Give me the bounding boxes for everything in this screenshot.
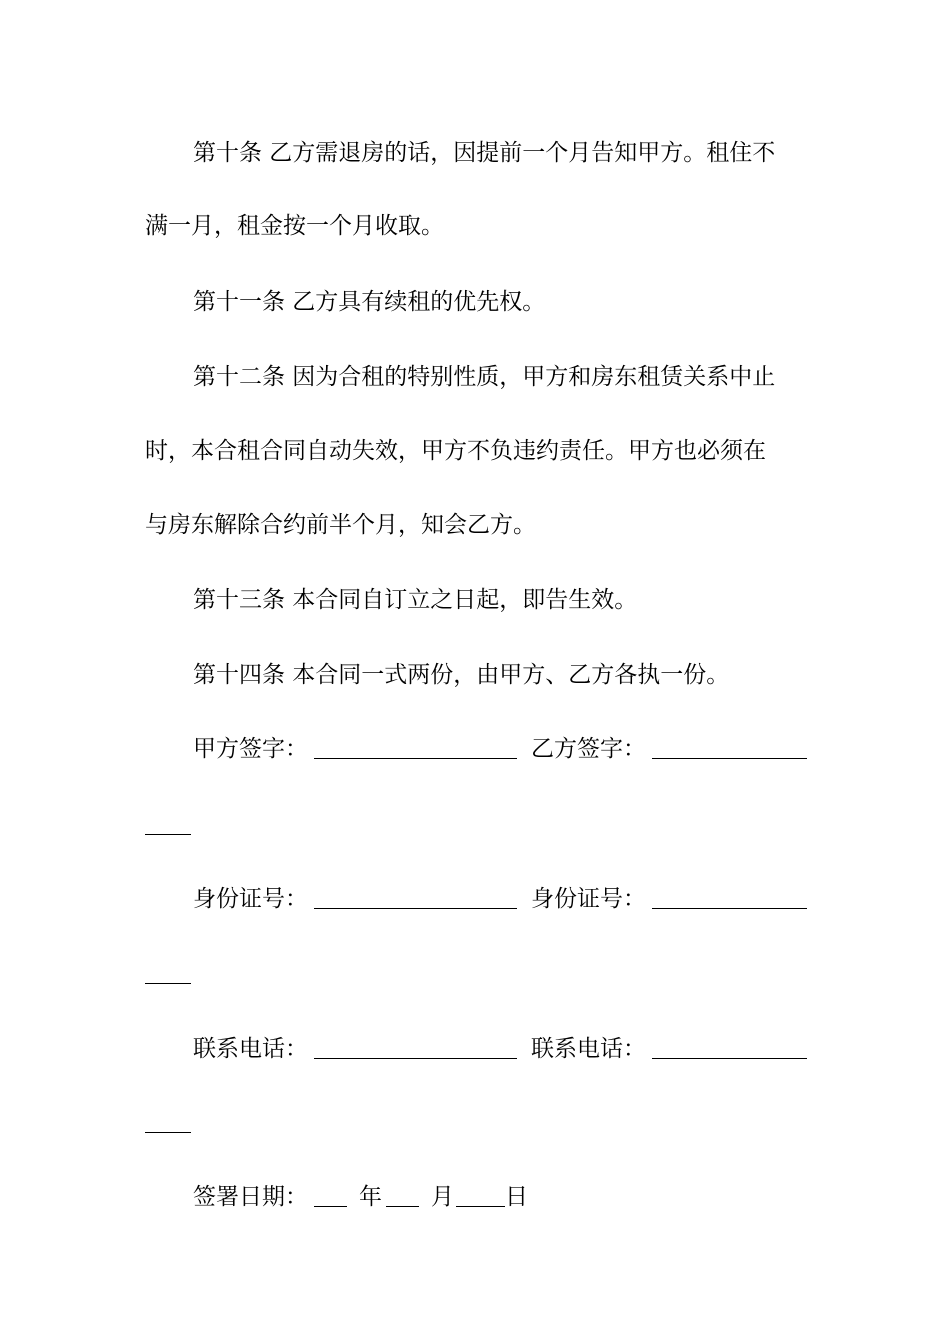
party-b-id-field-continued (145, 983, 191, 984)
party-a-sign-field[interactable] (314, 734, 517, 759)
signature-row (193, 734, 810, 764)
party-b-phone-field-continued (145, 1132, 191, 1133)
party-b-id-label: 身份证号： (531, 886, 646, 912)
party-a-phone-field[interactable] (314, 1034, 517, 1059)
month-field[interactable] (386, 1182, 419, 1207)
party-a-sign-label: 甲方签字： (193, 736, 308, 762)
party-b-sign-field[interactable] (652, 734, 807, 759)
party-b-phone-field[interactable] (652, 1034, 807, 1059)
article-10-line-2: 满一月，租金按一个月收取。 (145, 213, 444, 239)
phone-row (193, 1034, 810, 1064)
date-label: 签署日期： (193, 1184, 308, 1210)
id-number-row (193, 884, 810, 914)
party-b-sign-field-continued (145, 834, 191, 835)
party-a-id-field[interactable] (314, 884, 517, 909)
article-11-line-1: 第十一条 乙方具有续租的优先权。 (193, 289, 546, 315)
month-label: 月 (431, 1184, 454, 1210)
party-b-phone-label: 联系电话： (531, 1036, 646, 1062)
party-b-sign-label: 乙方签字： (531, 736, 646, 762)
article-12-line-2: 时，本合租合同自动失效，甲方不负违约责任。甲方也必须在 (145, 438, 766, 464)
date-row (193, 1182, 810, 1212)
year-label: 年 (359, 1184, 382, 1210)
day-field[interactable] (456, 1182, 505, 1207)
article-12-line-1: 第十二条 因为合租的特别性质，甲方和房东租赁关系中止 (193, 364, 776, 390)
year-field[interactable] (314, 1182, 347, 1207)
party-a-id-label: 身份证号： (193, 886, 308, 912)
day-label: 日 (505, 1184, 528, 1210)
party-a-phone-label: 联系电话： (193, 1036, 308, 1062)
article-10-line-1: 第十条 乙方需退房的话，因提前一个月告知甲方。租住不 (193, 140, 776, 166)
article-12-line-3: 与房东解除合约前半个月，知会乙方。 (145, 512, 536, 538)
party-b-id-field[interactable] (652, 884, 807, 909)
article-13-line-1: 第十三条 本合同自订立之日起，即告生效。 (193, 587, 638, 613)
article-14-line-1: 第十四条 本合同一式两份，由甲方、乙方各执一份。 (193, 662, 730, 688)
